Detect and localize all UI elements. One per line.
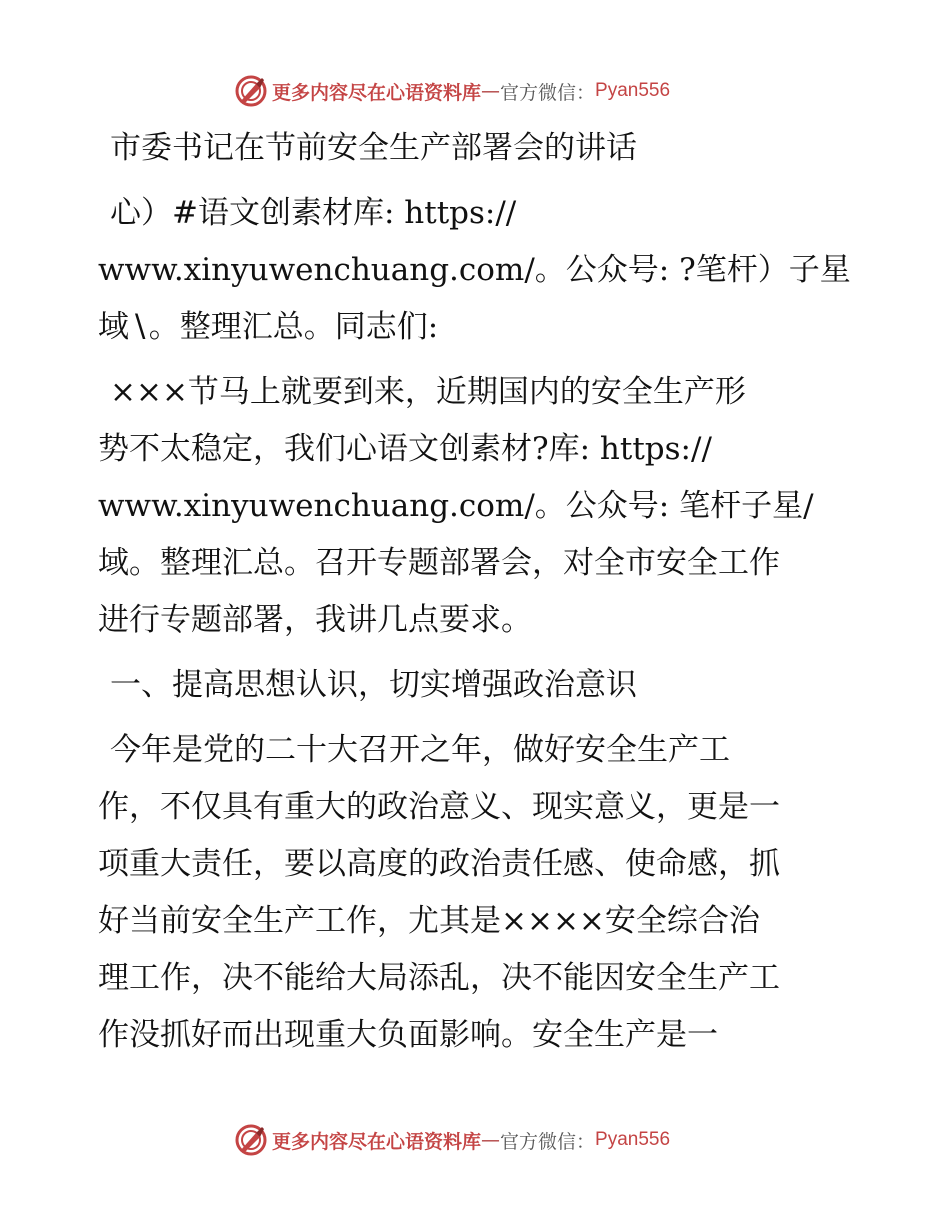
watermark-text: 更多内容尽在心语资料库 [272,81,482,104]
document-title: 市委书记在节前安全生产部署会的讲话 [110,130,637,166]
paragraph-1: 心）#语文创素材库: https:// www.xinyuwenchuang.com/。公众号: ?笔杆）子星 域∖。整理汇总。同志们: [98,195,851,345]
document-body [98,120,858,1064]
pen-logo-icon [234,74,268,108]
watermark-separator: — [481,1129,501,1151]
section-heading-1: 一、提高思想认识，切实增强政治意识 [110,667,637,703]
watermark-wechat-id: Pyan556 [595,1129,671,1150]
pen-logo-icon [234,1123,268,1157]
watermark-tag: 官方微信： [500,81,596,104]
watermark-wechat-id: Pyan556 [595,80,671,101]
paragraph-3: 今年是党的二十大召开之年，做好安全生产工 作，不仅具有重大的政治意义、现实意义，更是一 项重大责任，要以高度的政治责任感、使命感，抓 好当前安全生产工作，尤其是××××安全综合治 理工作，决不能给大局添乱，决不能因安全生产工 作没抓好而出现重大负面影响。安全生产是一 [98,732,780,1053]
paragraph-2: ×××节马上就要到来，近期国内的安全生产形 势不太稳定，我们心语文创素材?库: https:// www.xinyuwenchuang.com/。公众号: 笔杆子星/ 域。整理汇总。召开专题部署会，对全市安全工作 进行专题部署，我讲几点要求。 [98,374,814,638]
footer-watermark [234,1122,670,1158]
watermark-text: 更多内容尽在心语资料库 [272,1130,482,1153]
watermark-separator: — [481,80,501,102]
watermark-tag: 官方微信： [500,1130,596,1153]
header-watermark [234,73,670,109]
